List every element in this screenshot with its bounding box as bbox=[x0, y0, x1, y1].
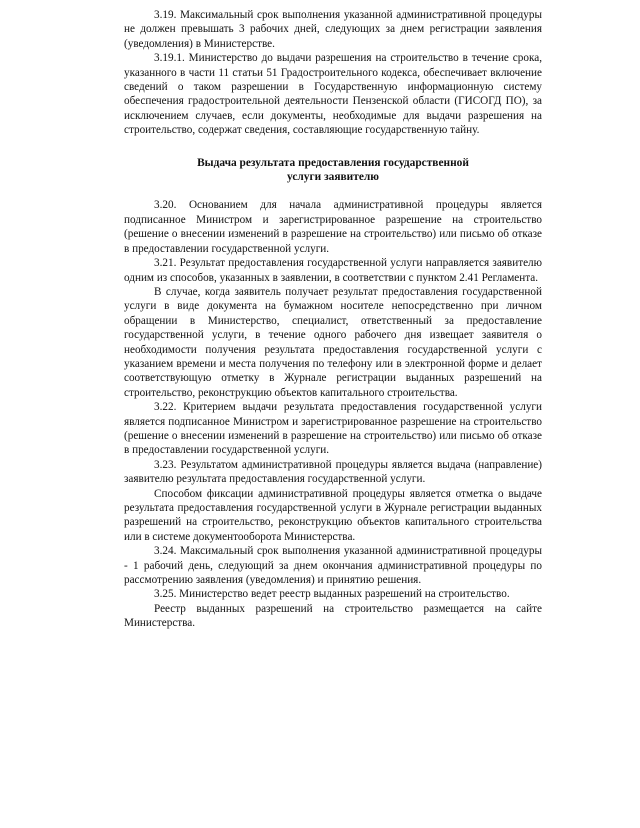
document-page bbox=[124, 8, 542, 631]
paragraph-3-22: 3.22. Критерием выдачи результата предоставления государственной услуги является подписанное Министром и зарегистрированное разрешение на строительство (решение о внесении изменений в разрешение на строительство) или письмо об отказе в предоставлении государственной услуги. bbox=[124, 401, 542, 457]
paragraph-registry-site: Реестр выданных разрешений на строительство размещается на сайте Министерства. bbox=[124, 602, 542, 630]
paragraph-3-21: 3.21. Результат предоставления государственной услуги направляется заявителю одним из способов, указанных в заявлении, в соответствии с пунктом 2.41 Регламента. bbox=[124, 257, 542, 284]
paragraph-fixation-method: Способом фиксации административной процедуры является отметка о выдаче результата предоставления государственной услуги в Журнале регистрации выданных разрешений на строительство, реконструкцию объектов капитального строительства или в системе документооборота Министерства. bbox=[124, 487, 542, 543]
paragraph-3-25: 3.25. Министерство ведет реестр выданных разрешений на строительство. bbox=[154, 588, 510, 601]
paragraph-3-24: 3.24. Максимальный срок выполнения указанной административной процедуры - 1 рабочий день, следующий за днем окончания административной процедуры по рассмотрению заявления (уведомления) и принятию решения. bbox=[124, 545, 542, 587]
paragraph-personal-pickup: В случае, когда заявитель получает результат предоставления государственной услуги в виде документа на бумажном носителе непосредственно при личном обращении в Министерство, специалист, ответственный за предоставление государственной услуги, в течение одного рабочего дня извещает заявителя о необходимости получения результата предоставления государственной услуги с указанием времени и места получения по телефону или в электронной форме и делает соответствующую отметку в Журнале регистрации выданных разрешений на строительство, реконструкцию объектов капитального строительства. bbox=[124, 285, 542, 399]
paragraph-3-23: 3.23. Результатом административной процедуры является выдача (направление) заявителю результата предоставления государственной услуги. bbox=[124, 458, 542, 486]
paragraph-3-20: 3.20. Основанием для начала административной процедуры является подписанное Министром и зарегистрированное разрешение на строительство (решение о внесении изменений в разрешение на строительство) или письмо об отказе в предоставлении государственной услуги. bbox=[124, 199, 542, 255]
paragraph-3-19: 3.19. Максимальный срок выполнения указанной административной процедуры не должен превышать 3 рабочих дней, следующих за днем регистрации заявления (уведомления) в Министерстве. bbox=[124, 9, 542, 50]
paragraph-3-19-1: 3.19.1. Министерство до выдачи разрешения на строительство в течение срока, указанного в части 11 статьи 51 Градостроительного кодекса, обеспечивает включение сведений о таком разрешении в Государственную информационную систему обеспечения градостроительной деятельности Пензенской области (ГИСОГД ПО), за исключением случаев, если документы, необходимые для выдачи разрешения на строительство, содержат сведения, составляющие государственную тайну. bbox=[124, 52, 542, 137]
section-heading: Выдача результата предоставления государственной услуги заявителю bbox=[197, 156, 469, 184]
